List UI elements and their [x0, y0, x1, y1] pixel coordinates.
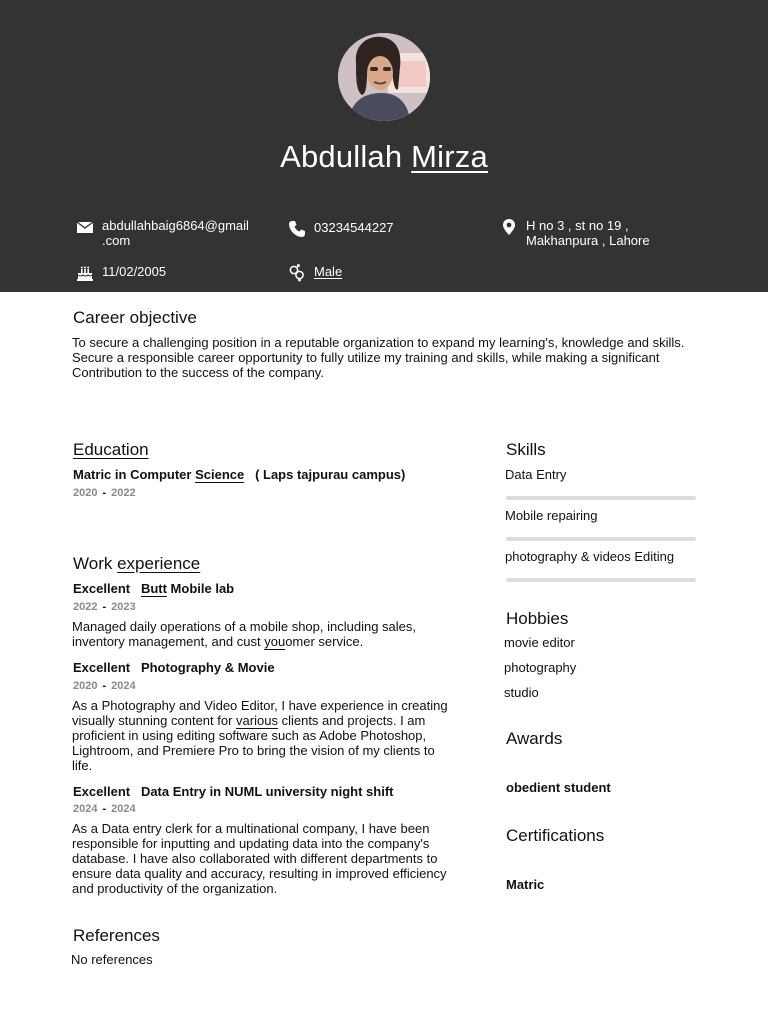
- job-title: [73, 581, 234, 597]
- skill-label: Mobile repairing: [505, 508, 598, 523]
- education-dates: 2020 - 2022: [73, 487, 136, 499]
- first-name: Abdullah: [280, 139, 403, 174]
- certification-item: Matric: [506, 877, 545, 892]
- desc-after: clients and projects. I am proficient in using editing software such as Adobe Photoshop, Lightroom, and Premiere Pro to bring the vision of my clients to life.: [72, 713, 435, 773]
- job-dates: 2024 - 2024: [73, 803, 136, 815]
- desc-after: omer service.: [285, 634, 364, 649]
- location-pin-icon: [500, 218, 518, 236]
- address-contact: [500, 218, 680, 250]
- date-start: 2022: [73, 601, 98, 613]
- awards-title: Awards: [506, 729, 563, 748]
- birthdate-contact: [76, 264, 226, 282]
- date-end: 2024: [111, 680, 136, 692]
- job-rank: Excellent: [73, 581, 131, 596]
- birthdate-text: 11/02/2005: [102, 264, 167, 279]
- phone-text: 03234544227: [314, 220, 394, 235]
- date-start: 2020: [73, 487, 98, 499]
- last-name: Mirza: [411, 139, 488, 174]
- profile-photo: [338, 33, 430, 121]
- job-role: Photography & Movie: [140, 660, 275, 675]
- institution: ( Laps tajpurau campus): [244, 467, 406, 482]
- job-description: [72, 619, 472, 649]
- birthday-cake-icon: [76, 264, 94, 282]
- degree-prefix: Matric in Computer: [73, 467, 196, 482]
- work-title-underlined: experience: [117, 554, 201, 573]
- hobby-item: studio: [504, 685, 539, 700]
- job-title: [73, 660, 275, 676]
- gender-text: Male: [314, 264, 343, 279]
- work-title-plain: Work: [73, 554, 118, 573]
- date-start: 2024: [73, 803, 98, 815]
- job-title: [73, 784, 394, 800]
- job-role: Mobile lab: [166, 581, 235, 596]
- career-objective-title: Career objective: [73, 308, 197, 327]
- desc-underlined: various: [236, 713, 278, 728]
- skills-title: Skills: [506, 440, 546, 459]
- job-description: [72, 698, 472, 773]
- desc-before: As a Photography and Video Editor, I have experience in creating visually stunning content for: [72, 698, 448, 728]
- references-text: No references: [71, 952, 153, 967]
- skill-bar: [506, 496, 696, 500]
- gender-icon: [288, 264, 306, 282]
- hobbies-title: Hobbies: [506, 609, 569, 628]
- hobby-item: movie editor: [504, 635, 575, 650]
- job-dates: 2022 - 2023: [73, 601, 136, 613]
- job-role-underlined: Butt: [140, 581, 167, 596]
- address-text: H no 3 , st no 19 , Makhanpura , Lahore: [526, 218, 650, 248]
- desc-before: Managed daily operations of a mobile shop, including sales, inventory management, and cust: [72, 619, 416, 649]
- email-contact: [76, 218, 266, 250]
- skill-item: [505, 549, 695, 565]
- skill-label: Data Entry: [505, 467, 567, 482]
- job-rank: Excellent: [73, 784, 131, 799]
- job-role: Data Entry in NUML university night shift: [140, 784, 394, 799]
- certifications-title: Certifications: [506, 826, 605, 845]
- resume-header: [0, 0, 768, 292]
- skill-label: photography & videos Editing: [505, 549, 675, 564]
- gender-contact: [288, 264, 438, 282]
- job-rank: Excellent: [73, 660, 131, 675]
- job-description: As a Data entry clerk for a multinational company, I have been responsible for inputting and updating data into the company's database. I have also collaborated with different departments to ensure data quality and accuracy, resulting in improved efficiency and productivity of the organization.: [72, 821, 447, 896]
- envelope-icon: [76, 218, 94, 236]
- date-end: 2023: [111, 601, 136, 613]
- references-title: References: [73, 926, 160, 945]
- email-text: abdullahbaig6864@gmail .com: [102, 218, 249, 248]
- education-title: Education: [73, 440, 149, 459]
- education-degree: [73, 467, 405, 483]
- work-experience-title: [73, 554, 200, 574]
- award-item: obedient student: [506, 780, 611, 795]
- career-objective-text: To secure a challenging position in a reputable organization to expand my learning's, knowledge and skills. Secure a responsible career opportunity to fully utilize my training and skills, while making a significant Contribution to the success of the company.: [72, 335, 685, 380]
- date-end: 2022: [111, 487, 136, 499]
- hobby-item: photography: [504, 660, 577, 675]
- desc-underlined: you: [264, 634, 286, 649]
- date-end: 2024: [111, 803, 136, 815]
- candidate-name: [0, 138, 768, 176]
- phone-icon: [288, 220, 306, 238]
- phone-contact: [288, 220, 438, 238]
- skill-bar: [506, 537, 696, 541]
- skill-bar: [506, 578, 696, 582]
- date-start: 2020: [73, 680, 98, 692]
- degree-subject: Science: [195, 467, 245, 482]
- job-dates: 2020 - 2024: [73, 680, 136, 692]
- skill-item: [505, 467, 695, 483]
- skill-item: [505, 508, 695, 524]
